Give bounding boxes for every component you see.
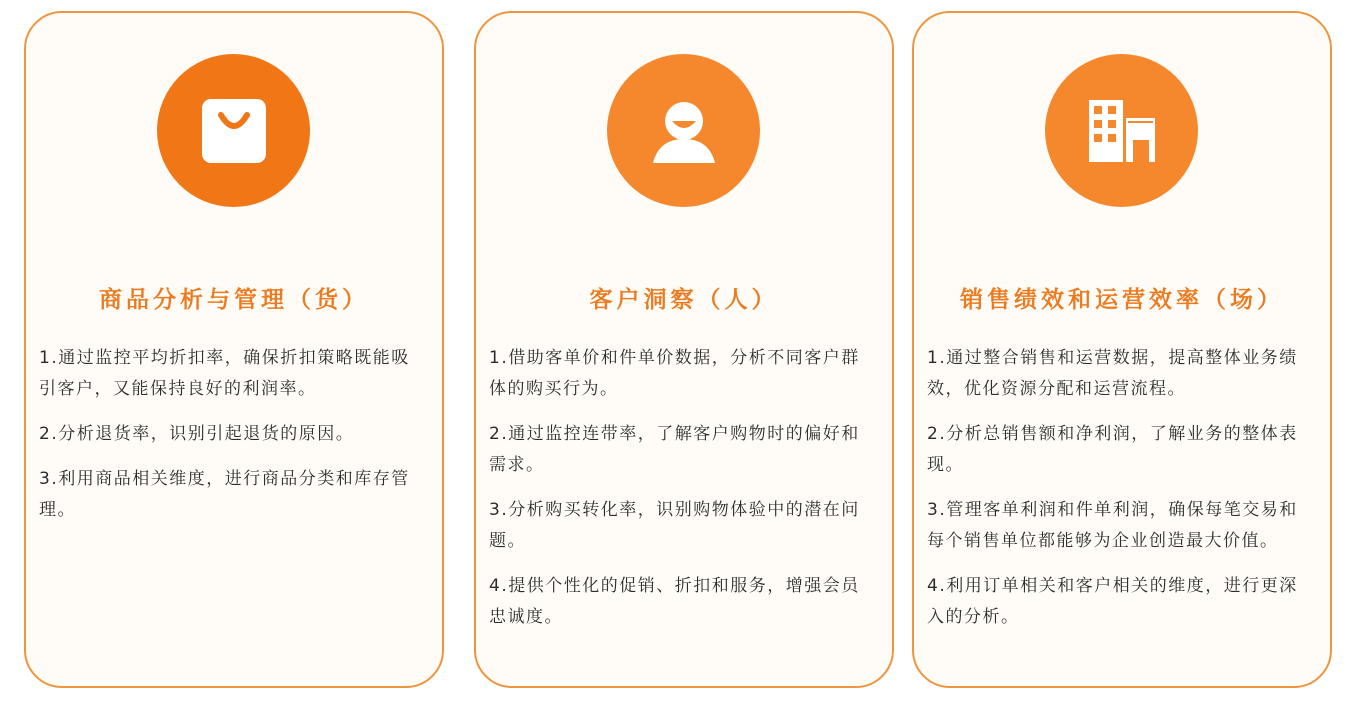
- shopping-bag-icon: [157, 54, 310, 207]
- card-people: [474, 11, 894, 688]
- point-list: [927, 343, 1310, 647]
- list-item: 3.管理客单利润和件单利润，确保每笔交易和每个销售单位都能够为企业创造最大价值。: [927, 500, 1298, 551]
- list-item: 2.分析总销售额和净利润，了解业务的整体表现。: [927, 424, 1298, 475]
- card-venue: [912, 11, 1332, 688]
- point-list: [489, 343, 872, 647]
- point-list: [39, 343, 422, 540]
- person-icon: [607, 54, 760, 207]
- card-title: 商品分析与管理（货）: [99, 287, 369, 313]
- card-title: 客户洞察（人）: [589, 287, 779, 313]
- list-item: 4.提供个性化的促销、折扣和服务，增强会员忠诚度。: [489, 576, 860, 627]
- list-item: 1.通过整合销售和运营数据，提高整体业务绩效，优化资源分配和运营流程。: [927, 348, 1298, 399]
- card-title: 销售绩效和运营效率（场）: [960, 287, 1284, 313]
- list-item: 3.分析购买转化率，识别购物体验中的潜在问题。: [489, 500, 860, 551]
- list-item: 2.分析退货率，识别引起退货的原因。: [39, 424, 355, 444]
- list-item: 1.借助客单价和件单价数据，分析不同客户群体的购买行为。: [489, 348, 860, 399]
- building-icon: [1045, 54, 1198, 207]
- list-item: 3.利用商品相关维度，进行商品分类和库存管理。: [39, 469, 410, 520]
- list-item: 4.利用订单相关和客户相关的维度，进行更深入的分析。: [927, 576, 1298, 627]
- card-goods: [24, 11, 444, 688]
- list-item: 1.通过监控平均折扣率，确保折扣策略既能吸引客户，又能保持良好的利润率。: [39, 348, 410, 399]
- list-item: 2.通过监控连带率，了解客户购物时的偏好和需求。: [489, 424, 860, 475]
